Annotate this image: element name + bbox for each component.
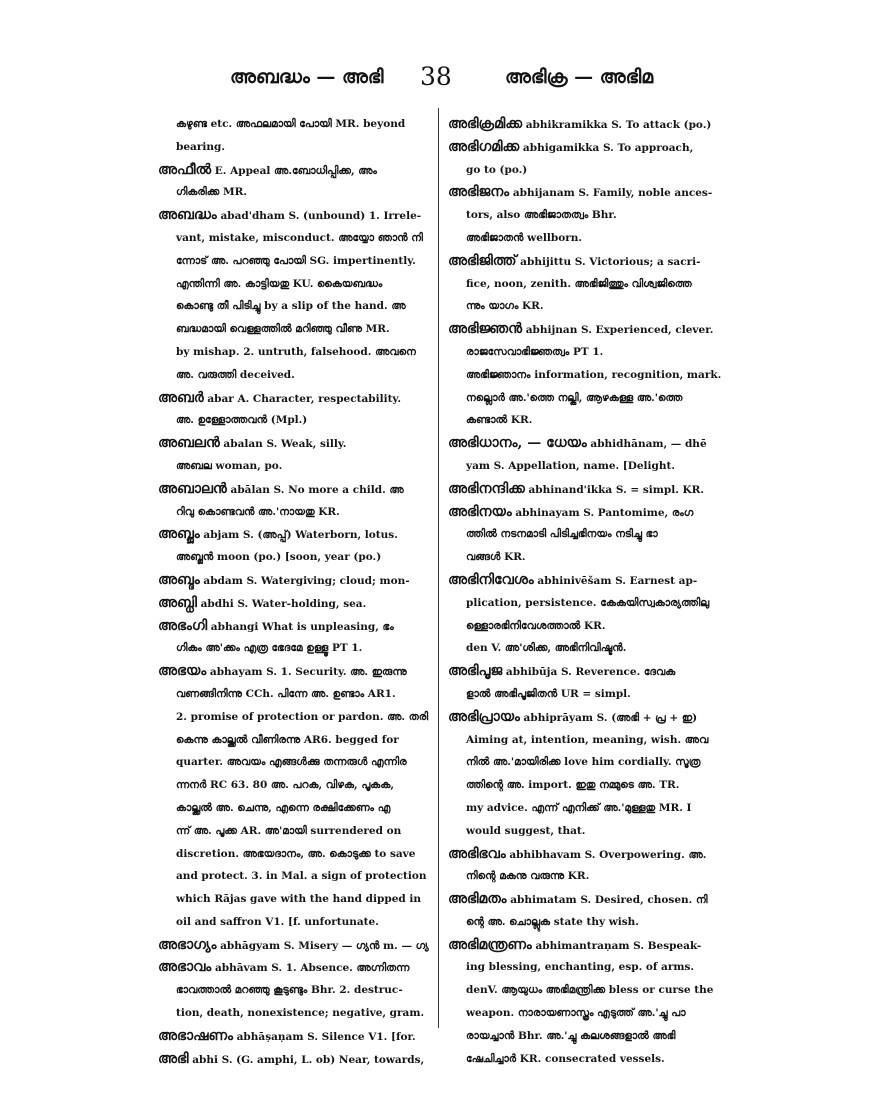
entry-continuation-line xyxy=(448,1048,726,1071)
definition-text: denV. ആയുധം അഭിമന്ത്രിക്ക bless or curse the xyxy=(466,984,714,997)
entry-continuation-line xyxy=(158,113,436,136)
definition-text: oil and saffron V1. [f. unfortunate. xyxy=(176,915,379,928)
headword: അഭി xyxy=(158,1050,189,1067)
definition-text: abhimantraṇam S. Bespeak- xyxy=(531,939,702,952)
entry-continuation-line xyxy=(448,341,726,364)
headword: അഭിഭവം xyxy=(448,845,506,862)
headword: അഭാഗ്യം xyxy=(158,936,217,953)
dictionary-entry-line xyxy=(448,432,726,455)
headword: അഭിജ്ഞൻ xyxy=(448,321,523,338)
definition-text: bearing. xyxy=(176,140,225,153)
entry-continuation-line xyxy=(158,501,436,524)
entry-continuation-line xyxy=(448,751,726,774)
entry-continuation-line xyxy=(448,820,726,843)
definition-text: tors, also അഭിജാതത്വം Bhr. xyxy=(466,209,617,222)
headword: അബ്ധി xyxy=(158,594,197,611)
entry-continuation-line xyxy=(158,181,436,204)
entry-continuation-line xyxy=(158,774,436,797)
definition-text: abhibūja S. Reverence. ദേവക xyxy=(502,666,676,679)
dictionary-entry-line xyxy=(158,615,436,638)
entry-continuation-line xyxy=(158,318,436,341)
definition-text: fice, noon, zenith. അഭിജിത്തും വിശ്വജിത്തെ xyxy=(466,277,692,290)
definition-text: abalan S. Weak, silly. xyxy=(219,438,347,451)
dictionary-entry-line xyxy=(448,569,726,592)
entry-continuation-line xyxy=(448,455,726,478)
entry-continuation-line xyxy=(158,706,436,729)
definition-text: ളാൽ അഭിപൂജിതൻ UR = simpl. xyxy=(466,687,631,700)
entry-continuation-line xyxy=(448,387,726,410)
definition-text: ത്തിൽ നടനമാടി പിടിച്ചഭിനയം നടിച്ചു ഭാ xyxy=(466,528,658,541)
definition-text: abhijnan S. Experienced, clever. xyxy=(522,324,714,337)
entry-continuation-line xyxy=(158,455,436,478)
definition-text: വണങ്ങിനിന്നു CCh. പിന്നേ അ. ഉണ്ടാം AR1. xyxy=(176,687,396,700)
dictionary-entry-line xyxy=(158,478,436,501)
definition-text: എന്തിന്നി അ. കാട്ടിയതു KU. കൈയബദ്ധം xyxy=(176,277,383,290)
entry-continuation-line xyxy=(448,592,726,615)
entry-continuation-line xyxy=(448,956,726,979)
definition-text: abad'dham S. (unbound) 1. Irrele- xyxy=(216,210,422,223)
left-running-head: അബദ്ധം — അഭി xyxy=(230,66,384,88)
headword: അഫീൽ xyxy=(158,161,212,178)
entry-continuation-line xyxy=(448,227,726,250)
headword: അഭിഗമിക്ക xyxy=(448,138,520,155)
definition-text: ബദ്ധമായി വെള്ളത്തിൽ മറിഞ്ഞു വീണു MR. xyxy=(176,323,390,336)
headword: അബദ്ധം xyxy=(158,207,217,224)
definition-text: abhiprāyam S. (അഭി + പ്ര + ഇ) xyxy=(519,711,698,724)
definition-text: abar A. Character, respectability. xyxy=(203,392,401,405)
dictionary-entry-line xyxy=(158,1048,436,1071)
dictionary-entry-line xyxy=(448,843,726,866)
definition-text: അഭിജ്ഞാനം information, recognition, mark. xyxy=(466,368,722,381)
entry-continuation-line xyxy=(158,546,436,569)
entry-continuation-line xyxy=(448,797,726,820)
definition-text: Aiming at, intention, meaning, wish. അവ xyxy=(466,733,709,746)
headword: അഭിജനം xyxy=(448,184,510,201)
headword: അബ്ജം xyxy=(158,526,200,543)
dictionary-entry-line xyxy=(158,159,436,182)
dictionary-entry-line xyxy=(448,136,726,159)
definition-text: അബ്ജൻ moon (po.) [soon, year (po.) xyxy=(176,551,382,564)
entry-continuation-line xyxy=(158,751,436,774)
definition-text: abhangi What is unpleasing, ഭം xyxy=(207,620,394,633)
definition-text: abhi S. (G. amphi, L. ob) Near, towards, xyxy=(188,1053,425,1066)
definition-text: and protect. 3. in Mal. a sign of protection xyxy=(176,870,427,883)
definition-text: അഭിജാതൻ wellborn. xyxy=(466,231,583,244)
dictionary-entry-line xyxy=(448,934,726,957)
definition-text: abhayam S. 1. Security. അ. ഇരുന്നു xyxy=(206,666,407,679)
entry-continuation-line xyxy=(158,637,436,660)
right-column xyxy=(448,113,726,1070)
definition-text: by mishap. 2. untruth, falsehood. അവനെ xyxy=(176,345,416,358)
left-column xyxy=(158,113,436,1070)
definition-text: quarter. അവയം എങ്ങൾക്കു തന്നരുൾ എന്നിര xyxy=(176,756,407,769)
right-running-head: അഭിക്ര — അഭിമ xyxy=(505,66,654,88)
definition-text: വങ്ങൾ KR. xyxy=(466,551,526,564)
definition-text: abhāṣaṇam S. Silence V1. [for. xyxy=(232,1030,416,1043)
headword: അഭിനിവേശം xyxy=(448,571,534,588)
dictionary-entry-line xyxy=(448,250,726,273)
headword: അഭിനന്ദിക്ക xyxy=(448,480,525,497)
headword: അഭിനയം xyxy=(448,503,512,520)
dictionary-entry-line xyxy=(448,478,726,501)
definition-text: കാല്ക്കൽ അ. ചെന്നു, എന്നെ രക്ഷിക്കേണം എ xyxy=(176,801,391,814)
definition-text: രായച്ചാൻ Bhr. അ.'ച്ചു കലശങ്ങളാൽ അഭി xyxy=(466,1029,676,1042)
entry-continuation-line xyxy=(448,546,726,569)
definition-text: abhijittu S. Victorious; a sacri- xyxy=(516,255,701,268)
definition-text: which Rājas gave with the hand dipped in xyxy=(176,893,421,906)
entry-continuation-line xyxy=(158,250,436,273)
definition-text: discretion. അഭയദാനം, അ. കൊടുക്ക to save xyxy=(176,847,416,860)
entry-continuation-line xyxy=(448,1025,726,1048)
definition-text: ഗികം അ'ക്കം എത്ര ഭേദമേ ഉള്ളൂ PT 1. xyxy=(176,642,363,655)
definition-text: abhigamikka S. To approach, xyxy=(519,141,694,154)
dictionary-entry-line xyxy=(158,523,436,546)
dictionary-entry-line xyxy=(158,387,436,410)
headword: അഭിജിത്ത് xyxy=(448,252,517,269)
entry-continuation-line xyxy=(158,729,436,752)
dictionary-entry-line xyxy=(448,888,726,911)
definition-text: ing blessing, enchanting, esp. of arms. xyxy=(466,961,695,974)
definition-text: അബല woman, po. xyxy=(176,459,283,472)
definition-text: yam S. Appellation, name. [Delight. xyxy=(466,459,676,472)
definition-text: രാജസേവാഭിജ്ഞത്വം PT 1. xyxy=(466,345,604,358)
definition-text: ത്തിന്റെ അ. import. ഇതു നമ്മുടെ അ. TR. xyxy=(466,779,680,792)
definition-text: plication, persistence. കേകയിസ്വകാര്യത്തിലു xyxy=(466,596,710,609)
dictionary-entry-line xyxy=(158,1025,436,1048)
definition-text: ന്നനർ RC 63. 80 അ. പറക, വിഴക, പൂകക, xyxy=(176,779,394,792)
definition-text: abdhi S. Water-holding, sea. xyxy=(196,597,367,610)
definition-text: ന്നും യാഗം KR. xyxy=(466,300,544,313)
entry-continuation-line xyxy=(448,204,726,227)
entry-continuation-line xyxy=(158,227,436,250)
definition-text: 2. promise of protection or pardon. അ. തരി xyxy=(176,710,429,723)
entry-continuation-line xyxy=(158,888,436,911)
definition-text: abhibhavam S. Overpowering. അ. xyxy=(505,848,707,861)
entry-continuation-line xyxy=(448,295,726,318)
headword: അഭിപൂജ xyxy=(448,663,503,680)
dictionary-entry-line xyxy=(448,660,726,683)
dictionary-entry-line xyxy=(158,569,436,592)
entry-continuation-line xyxy=(448,523,726,546)
page-number: 38 xyxy=(420,62,452,91)
entry-continuation-line xyxy=(158,865,436,888)
definition-text: abdam S. Watergiving; cloud; mon- xyxy=(199,574,410,587)
headword: അഭിധാനം, — ധേയം xyxy=(448,435,587,452)
entry-continuation-line xyxy=(158,797,436,820)
entry-continuation-line xyxy=(448,979,726,1002)
entry-continuation-line xyxy=(158,1002,436,1025)
definition-text: നിൽ അ.'മായിരിക്ക love him cordially. സൂത്ര xyxy=(466,756,701,769)
entry-continuation-line xyxy=(448,1002,726,1025)
entry-continuation-line xyxy=(448,774,726,797)
definition-text: abhinivēšam S. Earnest ap- xyxy=(533,574,698,587)
column-divider xyxy=(438,108,439,1028)
definition-text: abhāvam S. 1. Absence. അഗ്നിതന്ന xyxy=(211,962,410,975)
entry-continuation-line xyxy=(158,911,436,934)
definition-text: ന്ന് അ. പൂക്ക AR. അ'മായി surrendered on xyxy=(176,824,402,837)
headword: അബാലൻ xyxy=(158,480,227,497)
entry-continuation-line xyxy=(448,273,726,296)
definition-text: go to (po.) xyxy=(466,163,528,176)
entry-continuation-line xyxy=(448,364,726,387)
definition-text: കെന്നു കാല്ക്കൽ വീണിരന്നു AR6. begged for xyxy=(176,733,399,746)
entry-continuation-line xyxy=(158,273,436,296)
entry-continuation-line xyxy=(158,136,436,159)
headword: അബലൻ xyxy=(158,435,220,452)
dictionary-entry-line xyxy=(448,706,726,729)
definition-text: abālan S. No more a child. അ xyxy=(226,483,404,496)
headword: അഭാവം xyxy=(158,959,212,976)
definition-text: abhinayam S. Pantomime, രംഗ xyxy=(511,506,694,519)
entry-continuation-line xyxy=(158,843,436,866)
definition-text: കൊണ്ടു തീ പിടിച്ചു by a slip of the hand. അ xyxy=(176,300,406,313)
dictionary-entry-line xyxy=(158,934,436,957)
headword: അഭിമന്ത്രണം xyxy=(448,936,532,953)
definition-text: കഴുണ്ട etc. അഫലമായി പോയി MR. beyond xyxy=(176,118,406,130)
headword: അബർ xyxy=(158,389,204,406)
definition-text: കണ്ടാൽ KR. xyxy=(466,414,533,427)
definition-text: would suggest, that. xyxy=(466,824,586,837)
entry-continuation-line xyxy=(448,409,726,432)
entry-continuation-line xyxy=(158,820,436,843)
definition-text: ഷേചിച്ചാർ KR. consecrated vessels. xyxy=(466,1052,665,1065)
definition-text: abhinand'ikka S. = simpl. KR. xyxy=(524,483,705,496)
definition-text: ഭാവത്താൽ മറഞ്ഞു കൂടുണ്ടും Bhr. 2. destruc- xyxy=(176,984,403,997)
headword: അബ്ദം xyxy=(158,571,200,588)
entry-continuation-line xyxy=(158,979,436,1002)
headword: അഭംഗി xyxy=(158,617,208,634)
definition-text: ള്ളൊരഭിനിവേശത്താൽ KR. xyxy=(466,619,606,632)
dictionary-entry-line xyxy=(158,204,436,227)
definition-text: den V. അ'ശിക്ക, അഭിനിവിഷ്ടൻ. xyxy=(466,642,627,655)
dictionary-entry-line xyxy=(448,318,726,341)
dictionary-entry-line xyxy=(158,592,436,615)
entry-continuation-line xyxy=(158,364,436,387)
dictionary-entry-line xyxy=(158,956,436,979)
definition-text: tion, death, nonexistence; negative, gram. xyxy=(176,1007,425,1020)
headword: അഭിപ്രായം xyxy=(448,708,520,725)
definition-text: abhikramikka S. To attack (po.) xyxy=(522,119,712,131)
definition-text: abhidhānam, — dhē xyxy=(586,438,707,451)
definition-text: abhijanam S. Family, noble ances- xyxy=(509,187,713,200)
headword: അഭിക്രമിക്ക xyxy=(448,116,523,132)
definition-text: ന്നോട് അ. പറഞ്ഞു പോയി SG. impertinently. xyxy=(176,254,416,267)
definition-text: അ. വരുത്തി deceived. xyxy=(176,368,295,381)
definition-text: ന്റെ അ. ചൊല്ലുക state thy wish. xyxy=(466,915,639,928)
entry-continuation-line xyxy=(448,637,726,660)
entry-continuation-line xyxy=(158,683,436,706)
definition-text: abhimatam S. Desired, chosen. നി xyxy=(506,894,708,907)
headword: അഭയം xyxy=(158,663,207,680)
definition-text: abhāgyam S. Misery — ഗ്യൻ m. — ഗ്യ xyxy=(216,939,429,952)
entry-continuation-line xyxy=(158,409,436,432)
definition-text: നിന്റെ മകനു വരുന്നു KR. xyxy=(466,870,590,883)
entry-continuation-line xyxy=(448,615,726,638)
headword: അഭാഷണം xyxy=(158,1027,233,1044)
definition-text: ഗികരിക്ക MR. xyxy=(176,186,248,199)
dictionary-entry-line xyxy=(158,660,436,683)
entry-continuation-line xyxy=(448,911,726,934)
definition-text: E. Appeal അ.ബോധിപ്പിക്ക, അം xyxy=(211,164,377,177)
definition-text: നല്ലൊർ അ.'ത്തെ നല്കി, ആഴകള്ള അ.'ത്തെ xyxy=(466,391,683,404)
definition-text: vant, mistake, misconduct. അയ്യോ ഞാൻ നി xyxy=(176,231,423,244)
definition-text: abjam S. (അപ്പ്) Waterborn, lotus. xyxy=(199,529,398,542)
entry-continuation-line xyxy=(448,683,726,706)
headword: അഭിമതം xyxy=(448,891,507,908)
page-header xyxy=(0,62,880,98)
entry-continuation-line xyxy=(448,159,726,182)
definition-text: weapon. നാരായണാസ്ത്രം എടുത്ത് അ.'ച്ചു പാ xyxy=(466,1007,686,1020)
entry-continuation-line xyxy=(448,865,726,888)
entry-continuation-line xyxy=(448,729,726,752)
entry-continuation-line xyxy=(158,341,436,364)
definition-text: അ. ഉള്ളോത്തവൻ (Mpl.) xyxy=(176,414,308,427)
entry-continuation-line xyxy=(158,295,436,318)
dictionary-entry-line xyxy=(448,113,726,136)
definition-text: my advice. എന്ന് എനിക്ക് അ.'മുള്ളതു MR. I xyxy=(466,801,692,814)
dictionary-entry-line xyxy=(448,181,726,204)
dictionary-entry-line xyxy=(448,501,726,524)
dictionary-entry-line xyxy=(158,432,436,455)
definition-text: റിവു കൊണ്ടവൻ അ.'നായതു KR. xyxy=(176,505,340,518)
